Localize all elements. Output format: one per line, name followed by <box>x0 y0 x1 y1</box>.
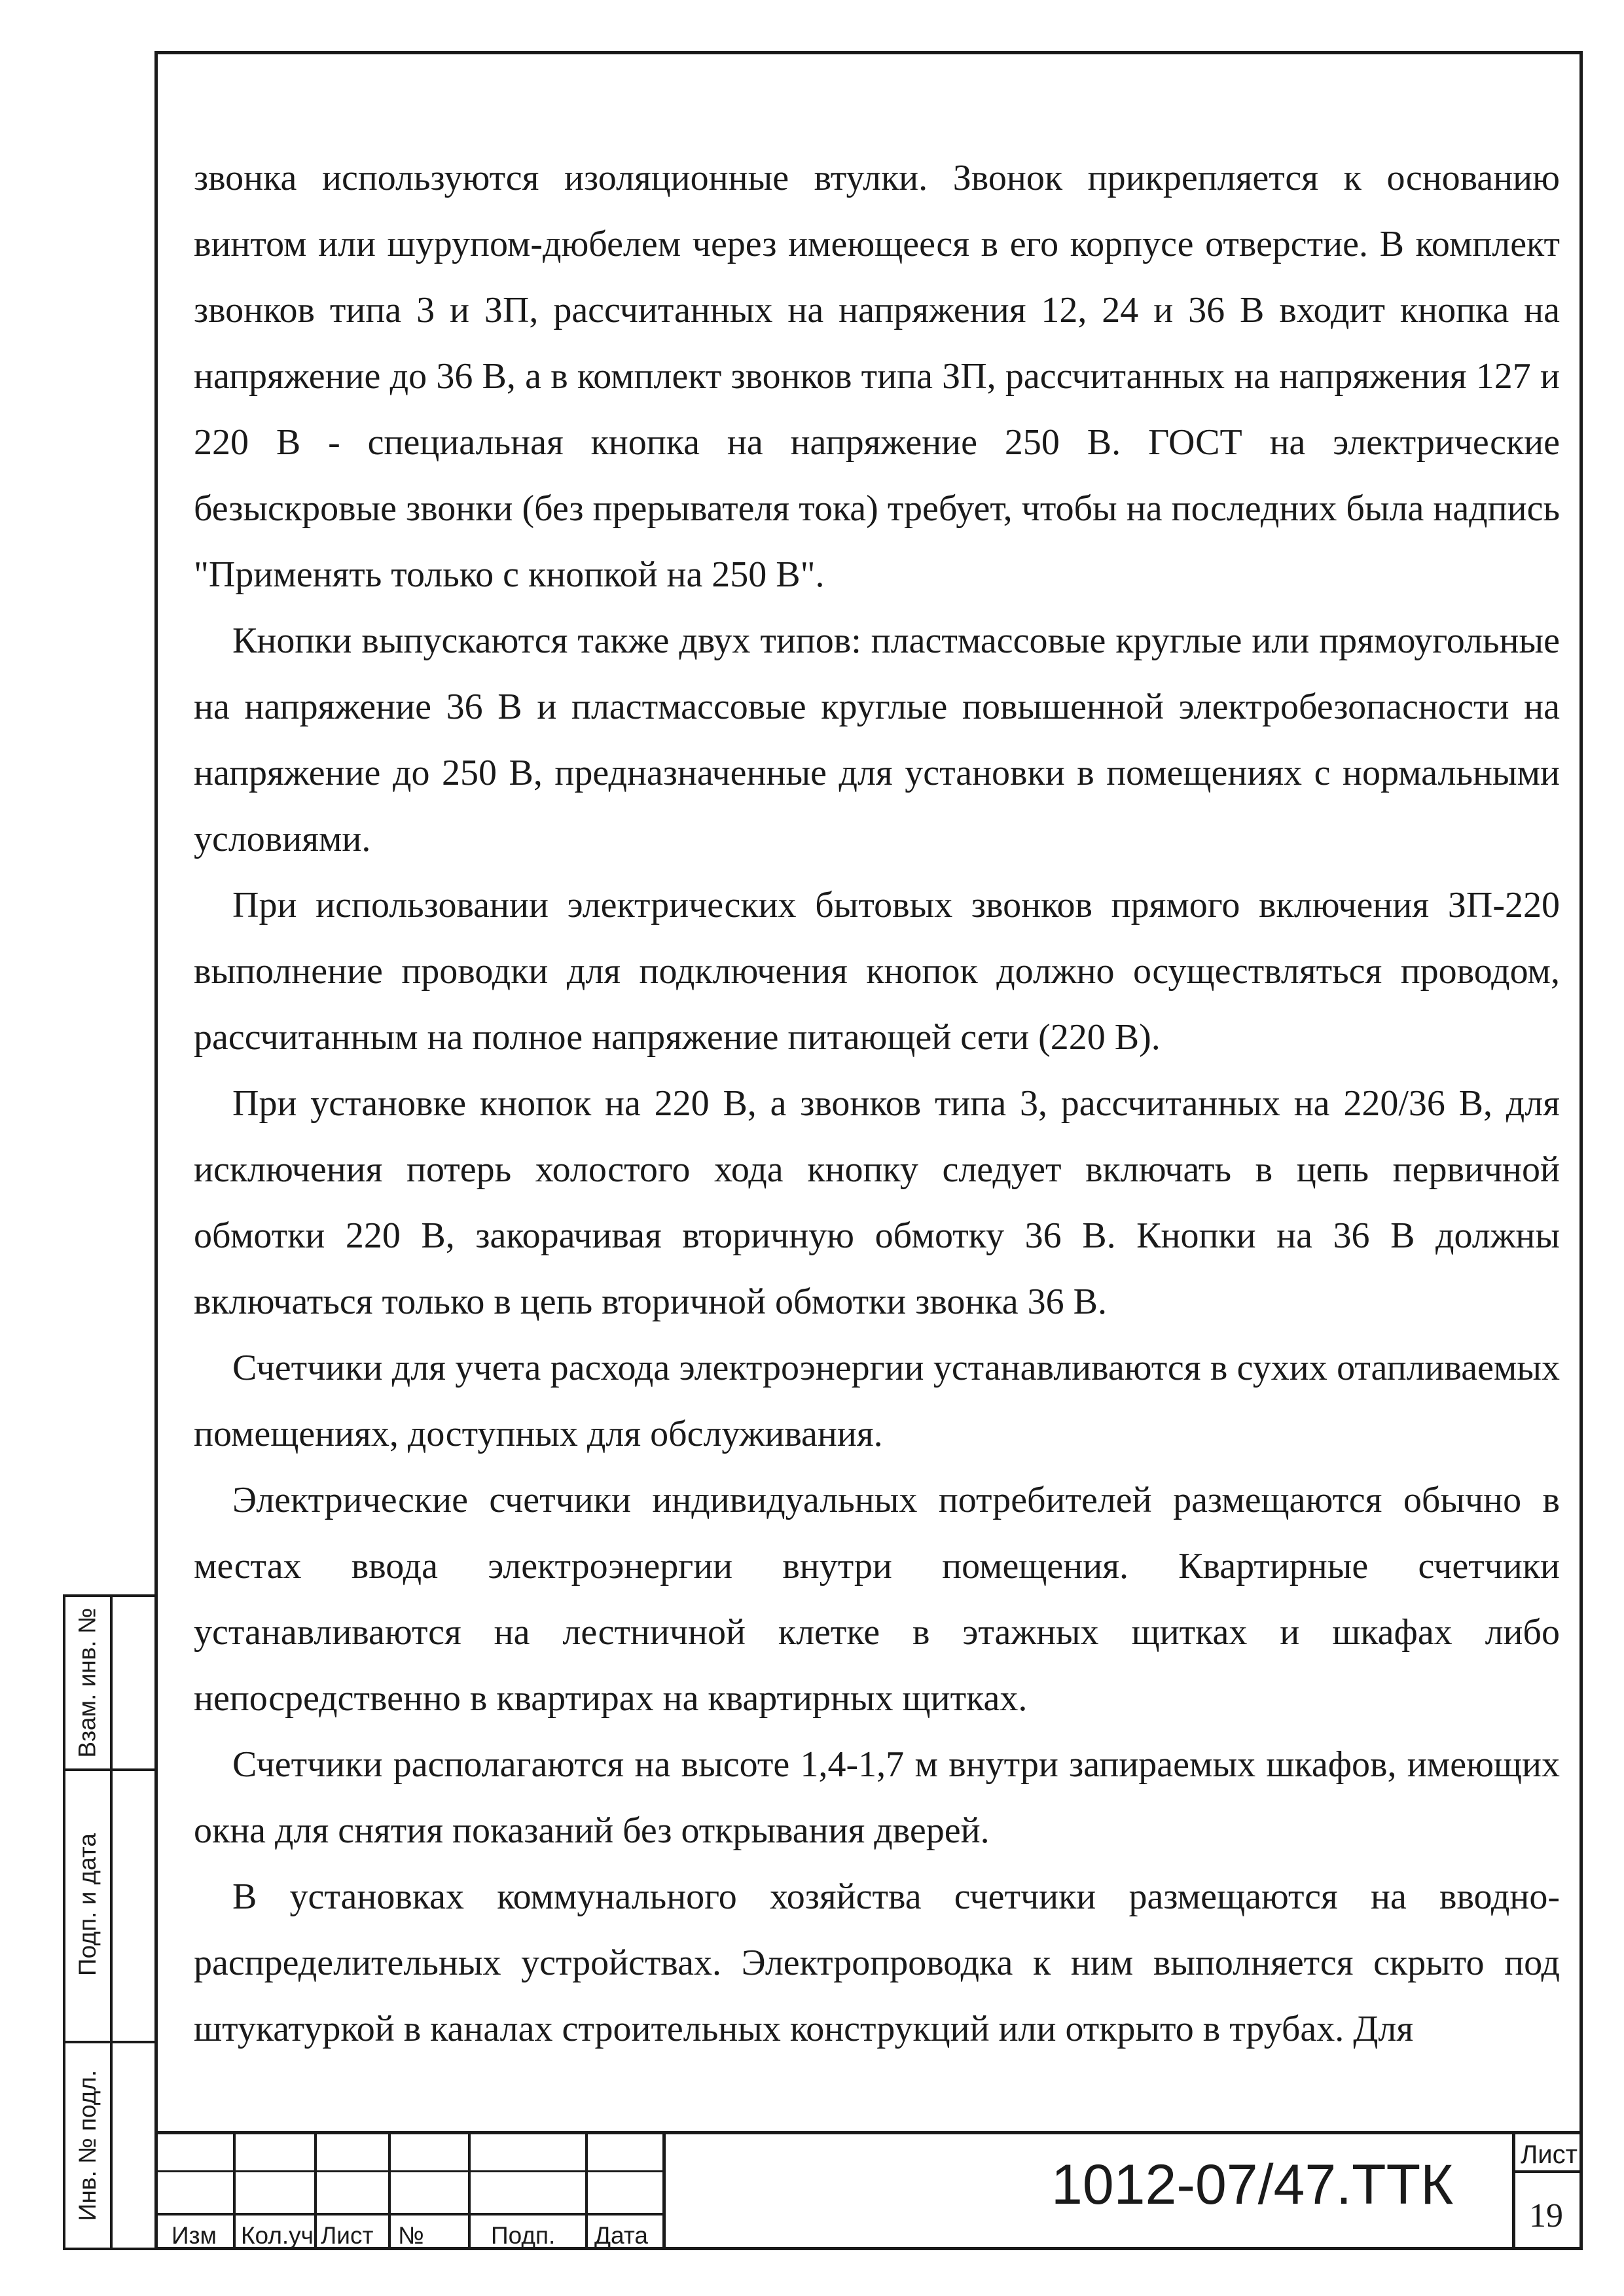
sheet-label: Лист <box>1521 2140 1578 2169</box>
col-data: Дата <box>594 2222 648 2249</box>
title-block <box>154 2131 1583 2250</box>
side-stamp-divider <box>110 1597 113 2248</box>
paragraph: В установках коммунального хозяйства счетчики размещаются на вводно-распределительных устройствах. Электропроводка к ним выполняется скрыто под штукатуркой в каналах строительных конструкций или открыто в трубах. Для <box>194 1876 1560 2049</box>
side-stamp <box>63 1594 154 2250</box>
paragraph: Кнопки выпускаются также двух типов: пластмассовые круглые или прямоугольные на напряжение 36 В и пластмассовые круглые повышенной электробезопасности на напряжение до 250 В, предназначенные для установки в помещениях с нормальными условиями. <box>194 620 1560 859</box>
paragraph: Электрические счетчики индивидуальных потребителей размещаются обычно в местах ввода электроэнергии внутри помещения. Квартирные счетчики устанавливаются на лестничной клетке в этажных щитках и шкафах либо непосредственно в квартирах на квартирных щитках. <box>194 1480 1560 1719</box>
paragraph: Счетчики для учета расхода электроэнергии устанавливаются в сухих отапливаемых помещениях, доступных для обслуживания. <box>194 1348 1560 1454</box>
col-izm: Изм <box>171 2222 217 2249</box>
document-code: 1012-07/47.ТТК <box>1051 2153 1454 2216</box>
paragraph: Счетчики располагаются на высоте 1,4-1,7 м внутри запираемых шкафов, имеющих окна для снятия показаний без открывания дверей. <box>194 1744 1560 1851</box>
sheet-number: 19 <box>1529 2197 1563 2234</box>
col-kol-uch: Кол.уч <box>241 2222 314 2249</box>
paragraph: При установке кнопок на 220 В, а звонков типа 3, рассчитанных на 220/36 В, для исключения потерь холостого хода кнопку следует включать в цепь первичной обмотки 220 В, закорачивая вторичную обмотку 36 В. Кнопки на 36 В должны включаться только в цепь вторичной обмотки звонка 36 В. <box>194 1083 1560 1322</box>
col-podp: Подп. <box>491 2222 556 2249</box>
document-body <box>194 145 1560 2062</box>
col-list: Лист <box>321 2222 374 2249</box>
side-stamp-inv-podl: Инв. № подл. <box>74 2070 101 2221</box>
col-number: № <box>398 2222 424 2249</box>
side-stamp-zam-inv: Взам. инв. № <box>74 1607 101 1758</box>
side-stamp-podp-data: Подп. и дата <box>74 1833 101 1976</box>
paragraph: При использовании электрических бытовых звонков прямого включения ЗП-220 выполнение проводки для подключения кнопок должно осуществляться проводом, рассчитанным на полное напряжение питающей сети (220 В). <box>194 885 1560 1058</box>
paragraph: звонка используются изоляционные втулки. Звонок прикрепляется к основанию винтом или шурупом-дюбелем через имеющееся в его корпусе отверстие. В комплект звонков типа 3 и ЗП, рассчитанных на напряжения 12, 24 и 36 В входит кнопка на напряжение до 36 В, а в комплект звонков типа ЗП, рассчитанных на напряжения 127 и 220 В - специальная кнопка на напряжение 250 В. ГОСТ на электрические безыскровые звонки (без прерывателя тока) требует, чтобы на последних была надпись "Применять только с кнопкой на 250 В". <box>194 158 1560 595</box>
